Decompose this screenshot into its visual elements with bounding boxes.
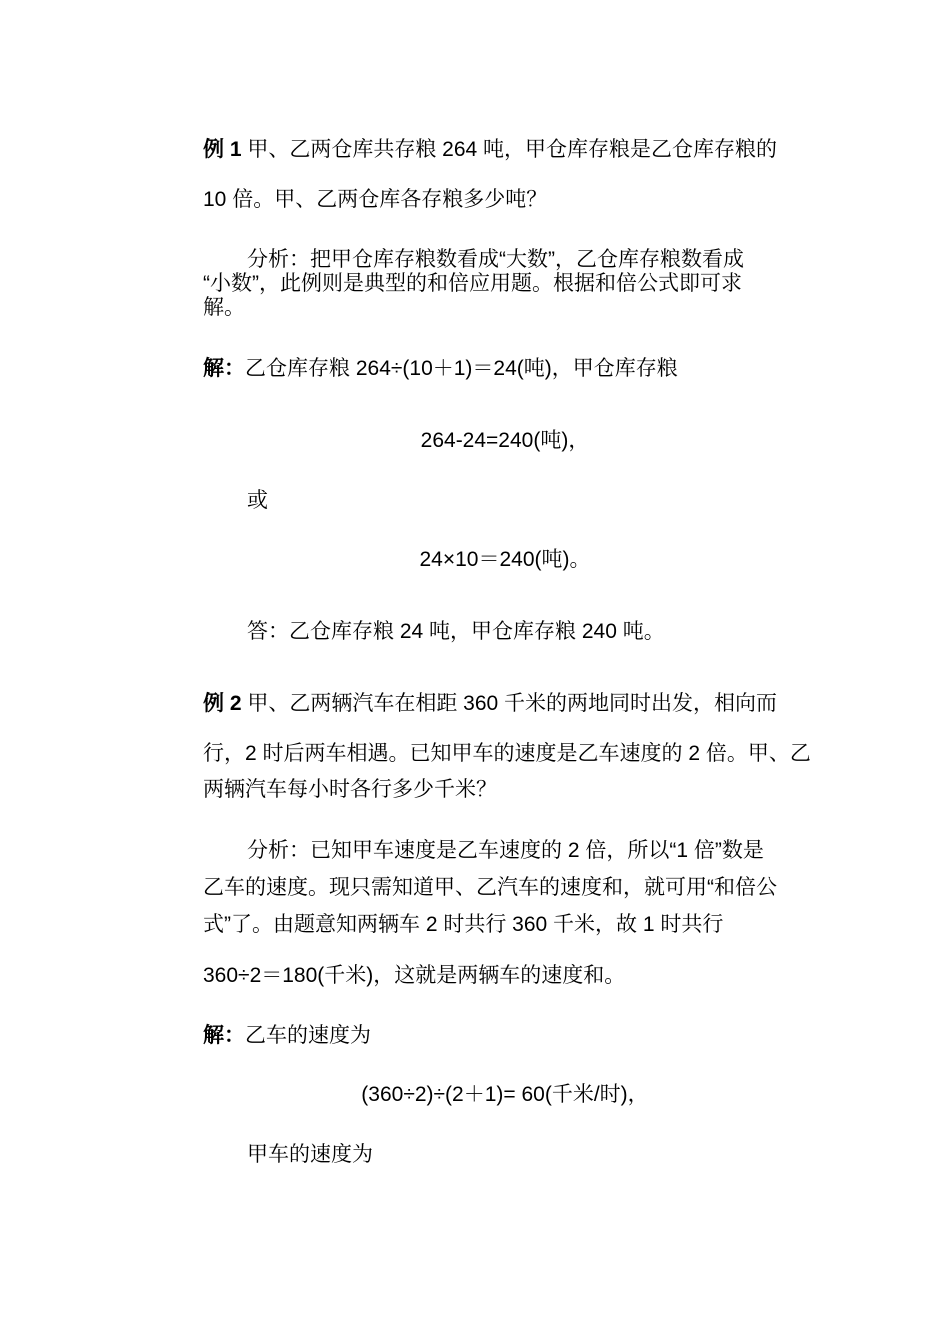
example-2-solution-1 [203, 1022, 371, 1050]
example-2-line-2: 行，2 时后两车相遇。已知甲车的速度是乙车速度的 2 倍。甲、乙 [203, 742, 811, 765]
example-1-answer: 答：乙仓库存粮 24 吨，甲仓库存粮 240 吨。 [247, 620, 665, 643]
example-1-solution-text-1: 乙仓库存粮 264÷(10＋1)＝24(吨)，甲仓库存粮 [245, 357, 678, 380]
example-1-analysis-1: 分析：把甲仓库存粮数看成“大数”，乙仓库存粮数看成 [247, 248, 744, 271]
example-2-solution-label: 解： [203, 1024, 245, 1047]
example-1-text-1: 甲、乙两仓库共存粮 264 吨，甲仓库存粮是乙仓库存粮的 [241, 138, 778, 161]
example-2-label: 例 2 [203, 692, 242, 715]
example-1-analysis-3: 解。 [203, 296, 245, 319]
example-2-analysis-2: 乙车的速度。现只需知道甲、乙汽车的速度和，就可用“和倍公 [203, 876, 777, 899]
example-2-text-1: 甲、乙两辆汽车在相距 360 千米的两地同时出发，相向而 [241, 692, 778, 715]
example-1-line-2: 10 倍。甲、乙两仓库各存粮多少吨？ [203, 188, 548, 211]
example-1-solution-2: 264-24=240(吨)， [420, 429, 590, 452]
example-2-solution-text-1: 乙车的速度为 [245, 1024, 371, 1047]
example-1-analysis-2: “小数”，此例则是典型的和倍应用题。根据和倍公式即可求 [203, 272, 742, 295]
example-2-analysis-4: 360÷2＝180(千米)，这就是两辆车的速度和。 [203, 964, 626, 987]
example-2-line-1 [203, 690, 777, 718]
example-1-solution-label: 解： [203, 357, 245, 380]
example-1-solution-1 [203, 355, 678, 383]
example-1-label: 例 1 [203, 138, 242, 161]
example-2-solution-3: 甲车的速度为 [247, 1143, 373, 1166]
example-1-solution-4: 24×10＝240(吨)。 [419, 548, 591, 571]
example-2-line-3: 两辆汽车每小时各行多少千米？ [203, 778, 497, 801]
example-1-line-1 [203, 136, 777, 164]
example-1-solution-3: 或 [247, 489, 268, 512]
example-2-solution-2: (360÷2)÷(2＋1)= 60(千米/时)， [361, 1083, 649, 1106]
example-2-analysis-1: 分析：已知甲车速度是乙车速度的 2 倍，所以“1 倍”数是 [247, 839, 764, 862]
example-2-analysis-3: 式”了。由题意知两辆车 2 时共行 360 千米，故 1 时共行 [203, 913, 724, 936]
